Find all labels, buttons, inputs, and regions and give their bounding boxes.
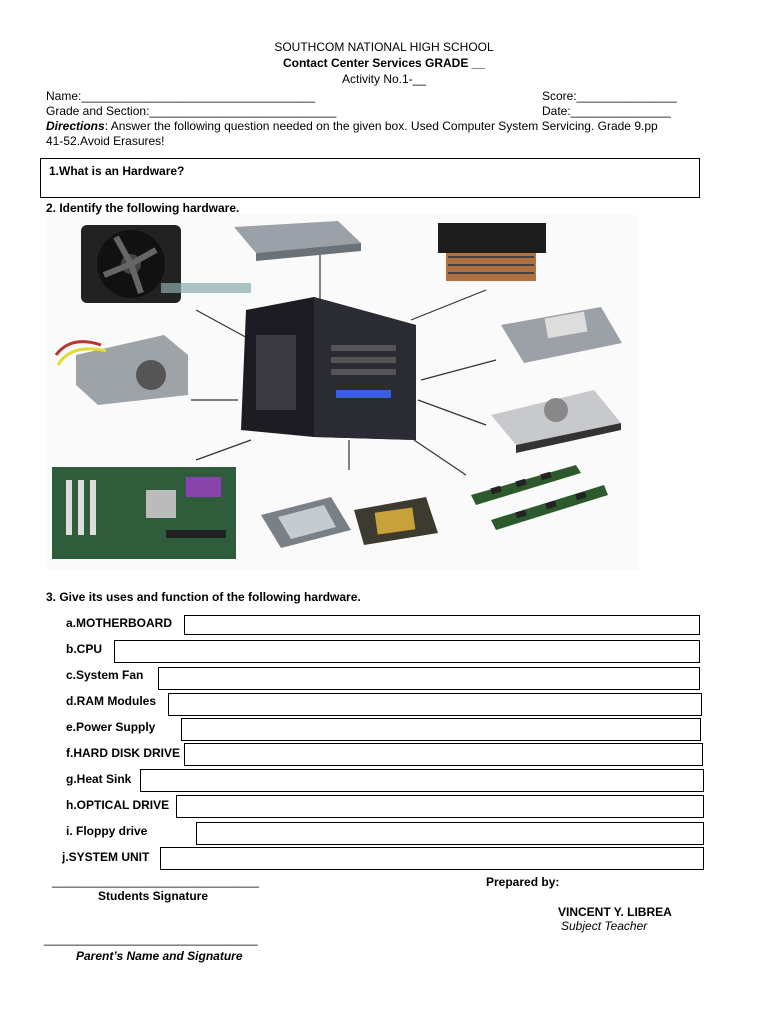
heat-sink-answer-box[interactable] <box>140 769 704 792</box>
teacher-role: Subject Teacher <box>561 919 648 933</box>
cpu-image <box>261 497 438 548</box>
ram-modules-answer-box[interactable] <box>168 693 702 716</box>
motherboard-answer-box[interactable] <box>184 615 700 635</box>
system-unit-image <box>241 297 416 440</box>
system-fan-answer-box[interactable] <box>158 667 700 690</box>
system-fan-image <box>81 225 251 303</box>
parent-signature-line: ________________________________ <box>44 932 258 946</box>
item-label-heat-sink: g.Heat Sink <box>66 772 132 786</box>
item-label-motherboard: a.MOTHERBOARD <box>66 616 173 630</box>
item-label-system-unit: j.SYSTEM UNIT <box>62 850 150 864</box>
activity-number: Activity No.1-__ <box>341 72 427 86</box>
ram-modules-image <box>471 465 608 530</box>
hard-disk-drive-answer-box[interactable] <box>184 743 703 766</box>
directions-text: : Answer the following question needed on the given box. Used Computer System Servicing. Grade 9.pp <box>104 119 658 133</box>
hardware-illustration <box>46 215 638 570</box>
directions-text-2: 41-52.Avoid Erasures! <box>46 134 165 148</box>
item-label-hard-disk-drive: f.HARD DISK DRIVE <box>66 746 181 760</box>
parent-signature-label: Parent’s Name and Signature <box>76 949 243 963</box>
item-label-optical-drive: h.OPTICAL DRIVE <box>66 798 170 812</box>
q1-answer-box[interactable] <box>40 158 700 198</box>
subject-title: Contact Center Services GRADE __ <box>282 56 486 70</box>
floppy-drive-answer-box[interactable] <box>196 822 704 845</box>
power-supply-answer-box[interactable] <box>181 718 701 741</box>
q3-question: 3. Give its uses and function of the following hardware. <box>46 590 361 604</box>
motherboard-image <box>52 467 236 559</box>
prepared-by-label: Prepared by: <box>486 875 560 889</box>
optical-drive-image <box>491 390 621 453</box>
student-signature-label: Students Signature <box>98 889 209 903</box>
teacher-name: VINCENT Y. LIBREA <box>558 905 672 919</box>
item-label-system-fan: c.System Fan <box>66 668 144 682</box>
directions-label: Directions <box>46 119 105 133</box>
optical-drive-answer-box[interactable] <box>176 795 704 818</box>
item-label-cpu: b.CPU <box>66 642 102 656</box>
name-field: Name:___________________________________ <box>46 89 315 103</box>
cpu-answer-box[interactable] <box>114 640 700 663</box>
student-signature-line: _______________________________ <box>52 874 259 888</box>
floppy-drive-image <box>234 221 361 261</box>
system-unit-answer-box[interactable] <box>160 847 704 870</box>
q1-question: 1.What is an Hardware? <box>49 164 185 178</box>
power-supply-image <box>56 335 188 405</box>
grade-section-field: Grade and Section:____________________________ <box>46 104 337 118</box>
item-label-floppy-drive: i. Floppy drive <box>66 824 148 838</box>
hard-disk-drive-image <box>501 307 622 363</box>
hardware-figure <box>46 215 638 570</box>
directions <box>46 119 736 149</box>
heat-sink-image <box>438 223 546 281</box>
score-field: Score:_______________ <box>542 89 677 103</box>
school-name: SOUTHCOM NATIONAL HIGH SCHOOL <box>274 40 494 54</box>
q2-question: 2. Identify the following hardware. <box>46 201 240 215</box>
item-label-power-supply: e.Power Supply <box>66 720 156 734</box>
date-field: Date:_______________ <box>542 104 671 118</box>
item-label-ram-modules: d.RAM Modules <box>66 694 156 708</box>
